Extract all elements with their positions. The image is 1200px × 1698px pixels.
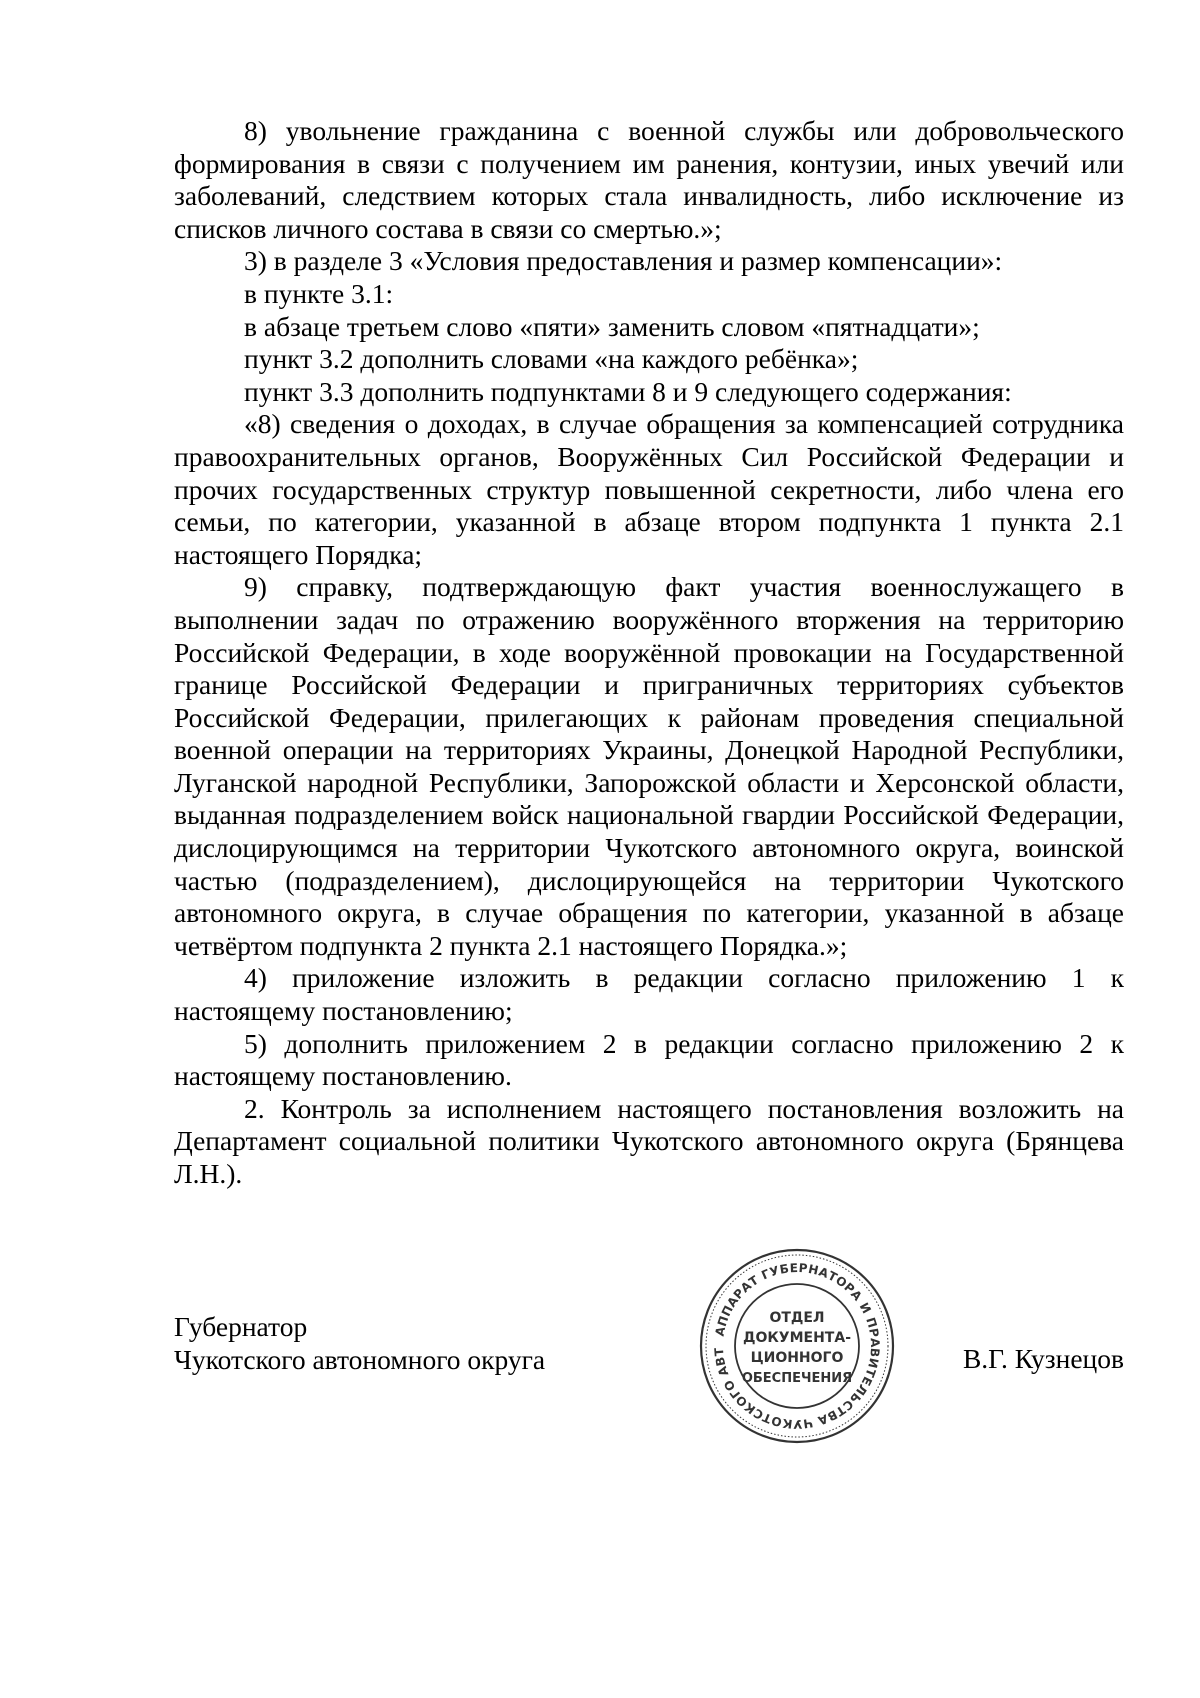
signatory-role-line1: Губернатор (174, 1311, 308, 1342)
svg-text:ОТДЕЛ: ОТДЕЛ (769, 1310, 825, 1326)
paragraph-item-4-appendix: 4) приложение изложить в редакции согласно приложению 1 к настоящему постановлению; (174, 962, 1124, 1027)
paragraph-section-3: 3) в разделе 3 «Условия предоставления и размер компенсации»: (244, 245, 1003, 277)
svg-text:ДОКУМЕНТА-: ДОКУМЕНТА- (742, 1330, 852, 1346)
signatory-role (174, 1311, 545, 1376)
paragraph-item-5-appendix-2: 5) дополнить приложением 2 в редакции согласно приложению 2 к настоящему постановлению. (174, 1027, 1124, 1092)
paragraph-control: 2. Контроль за исполнением настоящего постановления возложить на Департамент социальной политики Чукотского автономного округа (Брянцева Л.Н.). (174, 1092, 1124, 1189)
paragraph-point-3-1: в пункте 3.1: (244, 277, 394, 309)
signature-block (174, 1311, 1124, 1401)
paragraph-third-abzac: в абзаце третьем слово «пяти» заменить словом «пятнадцати»; (244, 310, 980, 342)
signatory-role-line2: Чукотского автономного округа (174, 1343, 546, 1375)
document-body (174, 115, 1124, 1191)
paragraph-point-3-3: пункт 3.3 дополнить подпунктами 8 и 9 следующего содержания: (244, 375, 1012, 407)
svg-text:АППАРАТ ГУБЕРНАТОРА И ПРАВИТЕЛ: АППАРАТ ГУБЕРНАТОРА И ПРАВИТЕЛЬСТВА ЧУКОТСКОГО АВТ (711, 1260, 883, 1432)
svg-text:ЦИОННОГО: ЦИОННОГО (750, 1350, 844, 1366)
official-seal (697, 1246, 897, 1446)
paragraph-item-8-dismissal: 8) увольнение гражданина с военной службы или добровольческого формирования в связи с получением им ранения, контузии, иных увечий или заболеваний, следствием которых стала инвалидность, либо исключение из списков личного состава в связи со смертью.»; (174, 115, 1124, 244)
signatory-name: В.Г. Кузнецов (962, 1343, 1124, 1374)
paragraph-point-3-2: пункт 3.2 дополнить словами «на каждого ребёнка»; (244, 343, 859, 375)
seal-stamp-icon (697, 1246, 897, 1446)
paragraph-subpoint-8-income: «8) сведения о доходах, в случае обращения за компенсацией сотрудника правоохранительных органов, Вооружённых Сил Российской Федерации и прочих государственных структур повышенной секретности, либо члена его семьи, по категории, указанной в абзаце втором подпункта 1 пункта 2.1 настоящего Порядка; (174, 408, 1124, 570)
svg-text:ОБЕСПЕЧЕНИЯ: ОБЕСПЕЧЕНИЯ (741, 1371, 853, 1386)
paragraph-subpoint-9-certificate: 9) справку, подтверждающую факт участия военнослужащего в выполнении задач по отражению вооружённого вторжения на территорию Российской Федерации, в ходе вооружённой провокации на Государственной границе Российской Федерации и приграничных территориях субъектов Российской Федерации, прилегающих к районам проведения специальной военной операции на территориях Украины, Донецкой Народной Республики, Луганской народной Республики, Запорожской области и Херсонской области, выданная подразделением войск национальной гвардии Российской Федерации, дислоцирующимся на территории Чукотского автономного округа, воинской частью (подразделением), дислоцирующейся на территории Чукотского автономного округа, в случае обращения по категории, указанной в абзаце четвёртом подпункта 2 пункта 2.1 настоящего Порядка.»; (174, 571, 1124, 961)
